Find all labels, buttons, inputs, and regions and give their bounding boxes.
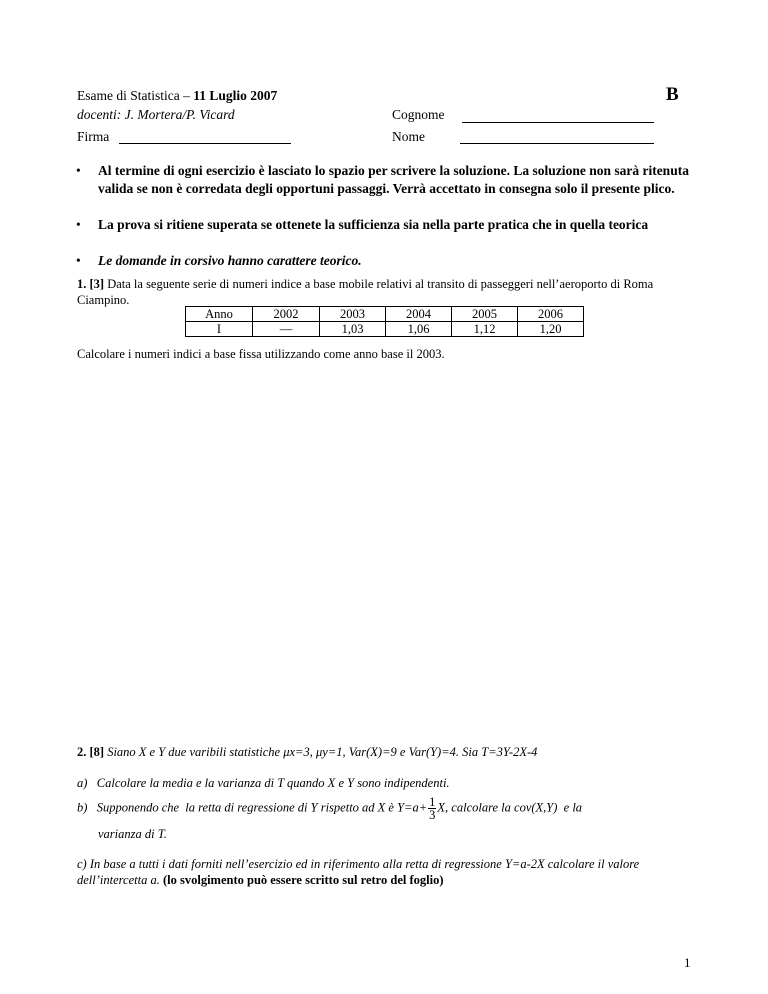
exercise-2-variances: Var(X)=9 e Var(Y)=4. Sia T=3Y-2X-4 [348,745,538,759]
part-c-text: c) In base a tutti i dati forniti nell’esercizio ed in riferimento alla retta di regressione Y=a-2X calcolare il valore dell’intercetta a. [77,857,640,887]
part-c-note: (lo svolgimento può essere scritto sul retro del foglio) [162,873,444,887]
table-header-row [186,307,584,322]
table-cell: I [186,322,253,337]
firma-label: Firma [77,129,110,144]
exam-title-prefix: Esame di Statistica – [77,88,194,103]
instruction-1-text: Al termine di ogni esercizio è lasciato lo spazio per scrivere la soluzione. La soluzione non sarà ritenuta valida se non è corredata degli opportuni passaggi. Verrà accettato in consegna solo il presente plico. [98,163,689,196]
table-cell: 1,06 [386,322,452,337]
exam-date: 11 Luglio 2007 [193,88,278,103]
exercise-2-number: 2. [8] [77,745,105,759]
instruction-3 [76,252,706,270]
cognome-label: Cognome [392,107,445,122]
exercise-2-part-b-cont: varianza di T. [98,827,167,841]
table-cell: 2002 [253,307,320,322]
exercise-1-statement: Data la seguente serie di numeri indice a base mobile relativi al transito di passeggeri nell’aeroporto di Roma Ciampino. [77,277,654,307]
mu-x: μx=3, [283,745,313,759]
exercise-2-intro: Siano X e Y due varibili statistiche [107,745,284,759]
bullet-icon: • [76,163,81,178]
bullet-icon: • [76,217,81,232]
fraction-numerator: 1 [429,795,436,809]
exam-title [77,88,277,104]
nome-label: Nome [392,129,425,144]
cognome-field[interactable] [462,122,654,123]
table-row [186,322,584,337]
exercise-2-part-a: a) Calcolare la media e la varianza di T quando X e Y sono indipendenti. [77,776,450,790]
table-cell: 1,03 [320,322,386,337]
bullet-icon: • [76,253,81,268]
table-cell: 2006 [518,307,584,322]
instruction-1 [76,162,706,198]
fraction [428,796,436,821]
instruction-2-text: La prova si ritiene superata se ottenete la sufficienza sia nella parte pratica che in quella teorica [98,217,649,232]
firma-field[interactable] [119,143,291,144]
index-table [185,306,584,337]
exercise-1-number: 1. [3] [77,277,105,291]
instruction-3-text: Le domande in corsivo hanno carattere teorico. [98,253,362,268]
table-cell: 1,20 [518,322,584,337]
exam-version: B [666,84,679,105]
exercise-2-part-c [77,856,697,888]
part-b-text-end: X, calcolare la cov(X,Y) e la [437,800,583,815]
mu-y: μy=1, [316,745,346,759]
exercise-2-part-b [77,796,582,821]
table-cell: — [253,322,320,337]
table-cell: 2005 [452,307,518,322]
table-cell: 1,12 [452,322,518,337]
page-number: 1 [684,955,691,970]
part-b-text: b) Supponendo che la retta di regressione di Y rispetto ad X è Y=a+ [77,800,428,815]
nome-field[interactable] [460,143,654,144]
table-cell: 2004 [386,307,452,322]
exercise-1-question: Calcolare i numeri indici a base fissa utilizzando come anno base il 2003. [77,347,445,361]
instruction-2 [76,216,706,234]
docenti: docenti: J. Mortera/P. Vicard [77,107,235,122]
exercise-2-text [77,745,537,760]
table-cell: Anno [186,307,253,322]
exercise-1-text [77,276,697,308]
fraction-denominator: 3 [429,808,436,822]
table-cell: 2003 [320,307,386,322]
